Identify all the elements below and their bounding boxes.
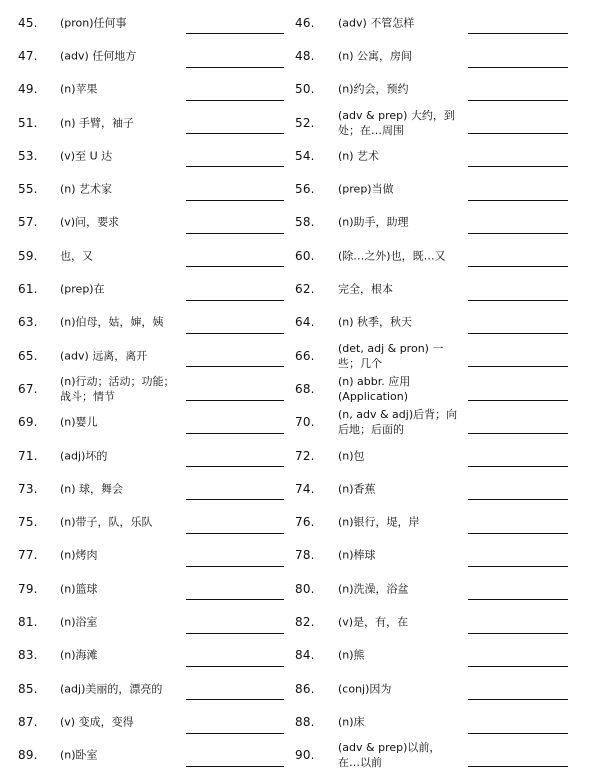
vocab-item [0, 505, 290, 538]
vocab-item [0, 406, 290, 439]
vocab-item [290, 73, 595, 106]
item-clue: (n) 球，舞会 [60, 482, 124, 496]
item-clue: (n)熊 [338, 648, 365, 662]
vocab-item [290, 672, 595, 705]
item-clue: (n)海滩 [60, 648, 98, 662]
worksheet-row [0, 539, 595, 572]
item-clue: (adj)坏的 [60, 449, 108, 462]
vocab-item [0, 306, 290, 339]
answer-blank[interactable] [186, 144, 284, 167]
answer-blank[interactable] [186, 11, 284, 34]
vocab-item [290, 139, 595, 172]
item-number: 88. [295, 714, 315, 729]
answer-blank[interactable] [468, 477, 568, 500]
item-number: 47. [18, 48, 38, 63]
item-clue: (n)助手，助理 [338, 215, 409, 229]
item-number: 75. [18, 515, 38, 530]
worksheet-row [0, 406, 595, 439]
item-number: 57. [18, 215, 38, 230]
item-clue: (n)包 [338, 449, 365, 462]
answer-blank[interactable] [186, 111, 284, 134]
worksheet-row [0, 439, 595, 472]
item-number: 48. [295, 48, 315, 63]
vocab-item [290, 239, 595, 272]
worksheet-row [0, 206, 595, 239]
answer-blank[interactable] [186, 211, 284, 234]
item-clue: (v) 变成，变得 [60, 715, 134, 729]
item-number: 69. [18, 415, 38, 430]
item-number: 80. [295, 581, 315, 596]
item-clue: (n)棒球 [338, 548, 376, 562]
item-number: 85. [18, 681, 38, 696]
vocab-item [290, 605, 595, 638]
item-clue: (n, adv & adj)后背；向后地；后面的 [338, 408, 458, 437]
item-number: 74. [295, 481, 315, 496]
item-clue: (n)床 [338, 715, 365, 729]
item-number: 53. [18, 148, 38, 163]
vocab-item [0, 472, 290, 505]
vocab-item [290, 106, 595, 139]
vocab-item [290, 439, 595, 472]
answer-blank[interactable] [186, 278, 284, 301]
item-number: 78. [295, 548, 315, 563]
answer-blank[interactable] [186, 511, 284, 534]
worksheet-row [0, 272, 595, 305]
item-number: 55. [18, 182, 38, 197]
item-clue: (n) 秋季，秋天 [338, 315, 413, 329]
answer-blank[interactable] [468, 644, 568, 667]
vocab-item [290, 206, 595, 239]
item-clue: (除…之外)也，既…又 [338, 249, 446, 263]
item-number: 82. [295, 614, 315, 629]
item-number: 68. [295, 381, 315, 396]
answer-blank[interactable] [186, 544, 284, 567]
item-clue: (n)伯母，姑，婶，姨 [60, 315, 164, 329]
item-clue: (n)洗澡，浴盆 [338, 582, 409, 596]
vocab-item [290, 6, 595, 39]
vocab-item [0, 172, 290, 205]
item-clue: (adv) 远离，离开 [60, 349, 148, 363]
vocab-item [290, 505, 595, 538]
item-clue: (v)是，有，在 [338, 615, 409, 629]
item-number: 77. [18, 548, 38, 563]
answer-blank[interactable] [468, 144, 568, 167]
answer-blank[interactable] [468, 378, 568, 401]
vocab-item [0, 739, 290, 772]
worksheet-row [0, 472, 595, 505]
item-number: 83. [18, 648, 38, 663]
answer-blank[interactable] [468, 244, 568, 267]
worksheet-row [0, 372, 595, 405]
item-number: 86. [295, 681, 315, 696]
item-clue: (n)浴室 [60, 615, 98, 629]
answer-blank[interactable] [468, 45, 568, 68]
item-clue: (adv & prep)以前，在…以前 [338, 741, 441, 770]
answer-blank[interactable] [186, 611, 284, 634]
item-clue: (n) 公寓，房间 [338, 49, 413, 63]
vocab-item [0, 206, 290, 239]
worksheet-row [0, 172, 595, 205]
worksheet-row [0, 339, 595, 372]
item-clue: (conj)因为 [338, 682, 392, 696]
answer-blank[interactable] [468, 78, 568, 101]
item-number: 46. [295, 15, 315, 30]
answer-blank[interactable] [186, 577, 284, 600]
vocab-item [0, 372, 290, 405]
item-clue: (prep)在 [60, 282, 105, 296]
item-clue: (adj)美丽的，漂亮的 [60, 682, 163, 696]
answer-blank[interactable] [186, 444, 284, 467]
item-clue: (n)卧室 [60, 748, 98, 762]
vocab-item [290, 172, 595, 205]
answer-blank[interactable] [468, 411, 568, 434]
item-number: 60. [295, 248, 315, 263]
vocab-item [0, 239, 290, 272]
item-number: 64. [295, 315, 315, 330]
item-number: 54. [295, 148, 315, 163]
item-number: 71. [18, 448, 38, 463]
vocab-item [0, 672, 290, 705]
answer-blank[interactable] [468, 744, 568, 767]
item-clue: (adv) 不管怎样 [338, 16, 415, 30]
vocabulary-worksheet [0, 6, 595, 772]
vocab-item [0, 39, 290, 72]
worksheet-row [0, 306, 595, 339]
vocab-item [0, 339, 290, 372]
item-clue: (adv & prep) 大约，到处；在…周围 [338, 108, 455, 137]
answer-blank[interactable] [186, 178, 284, 201]
item-number: 63. [18, 315, 38, 330]
item-number: 50. [295, 82, 315, 97]
answer-blank[interactable] [186, 711, 284, 734]
item-clue: (n)篮球 [60, 582, 98, 596]
answer-blank[interactable] [468, 278, 568, 301]
worksheet-row [0, 6, 595, 39]
item-number: 61. [18, 282, 38, 297]
item-number: 72. [295, 448, 315, 463]
item-clue: (n)约会，预约 [338, 82, 409, 96]
item-number: 52. [295, 115, 315, 130]
item-number: 70. [295, 415, 315, 430]
item-clue: (n) 艺术家 [60, 182, 113, 196]
answer-blank[interactable] [186, 244, 284, 267]
vocab-item [290, 406, 595, 439]
item-clue: (n)烤肉 [60, 548, 98, 562]
worksheet-row [0, 639, 595, 672]
vocab-item [290, 705, 595, 738]
vocab-item [290, 272, 595, 305]
answer-blank[interactable] [468, 211, 568, 234]
item-clue: (n)银行，堤，岸 [338, 515, 420, 529]
item-clue: (n)带子，队，乐队 [60, 515, 153, 529]
vocab-item [0, 73, 290, 106]
worksheet-row [0, 505, 595, 538]
item-number: 59. [18, 248, 38, 263]
item-number: 87. [18, 714, 38, 729]
item-number: 81. [18, 614, 38, 629]
answer-blank[interactable] [468, 178, 568, 201]
answer-blank[interactable] [186, 78, 284, 101]
item-number: 62. [295, 282, 315, 297]
item-number: 76. [295, 515, 315, 530]
answer-blank[interactable] [468, 711, 568, 734]
answer-blank[interactable] [186, 744, 284, 767]
worksheet-row [0, 705, 595, 738]
vocab-item [0, 639, 290, 672]
answer-blank[interactable] [468, 344, 568, 367]
vocab-item [290, 39, 595, 72]
vocab-item [290, 639, 595, 672]
vocab-item [0, 272, 290, 305]
answer-blank[interactable] [186, 411, 284, 434]
item-number: 58. [295, 215, 315, 230]
item-number: 56. [295, 182, 315, 197]
vocab-item [0, 539, 290, 572]
answer-blank[interactable] [186, 378, 284, 401]
worksheet-row [0, 572, 595, 605]
item-number: 45. [18, 15, 38, 30]
item-clue: (prep)当做 [338, 182, 394, 196]
answer-blank[interactable] [468, 444, 568, 467]
vocab-item [290, 572, 595, 605]
item-number: 84. [295, 648, 315, 663]
vocab-item [290, 372, 595, 405]
vocab-item [290, 339, 595, 372]
worksheet-row [0, 139, 595, 172]
vocab-item [0, 605, 290, 638]
vocab-item [290, 306, 595, 339]
answer-blank[interactable] [468, 544, 568, 567]
answer-blank[interactable] [186, 477, 284, 500]
worksheet-row [0, 605, 595, 638]
answer-blank[interactable] [468, 611, 568, 634]
item-number: 49. [18, 82, 38, 97]
item-clue: (n)苹果 [60, 82, 98, 96]
worksheet-row [0, 239, 595, 272]
item-number: 51. [18, 115, 38, 130]
vocab-item [290, 472, 595, 505]
answer-blank[interactable] [468, 111, 568, 134]
item-clue: (adv) 任何地方 [60, 49, 137, 63]
answer-blank[interactable] [468, 511, 568, 534]
item-number: 73. [18, 481, 38, 496]
item-number: 65. [18, 348, 38, 363]
answer-blank[interactable] [186, 45, 284, 68]
item-clue: (v)问，要求 [60, 215, 120, 229]
worksheet-row [0, 106, 595, 139]
item-clue: (pron)任何事 [60, 16, 127, 30]
item-clue: (n) 艺术 [338, 149, 380, 163]
vocab-item [0, 705, 290, 738]
answer-blank[interactable] [468, 11, 568, 34]
vocab-item [0, 139, 290, 172]
worksheet-row [0, 39, 595, 72]
vocab-item [0, 572, 290, 605]
answer-blank[interactable] [186, 677, 284, 700]
vocab-item [0, 6, 290, 39]
item-number: 90. [295, 748, 315, 763]
vocab-item [0, 106, 290, 139]
answer-blank[interactable] [468, 577, 568, 600]
answer-blank[interactable] [468, 677, 568, 700]
item-clue: (n) 手臂，袖子 [60, 116, 135, 130]
item-number: 66. [295, 348, 315, 363]
item-clue: (n)香蕉 [338, 482, 376, 496]
answer-blank[interactable] [186, 344, 284, 367]
item-clue: (n)婴儿 [60, 415, 98, 429]
item-clue: 完全，根本 [338, 282, 393, 296]
vocab-item [0, 439, 290, 472]
answer-blank[interactable] [468, 311, 568, 334]
item-clue: (n) abbr. 应用(Application) [338, 374, 411, 403]
item-number: 79. [18, 581, 38, 596]
item-clue: (det, adj & pron) 一些；几个 [338, 341, 444, 370]
item-clue: (n)行动；活动；功能；战斗；情节 [60, 374, 175, 403]
worksheet-row [0, 73, 595, 106]
vocab-item [290, 539, 595, 572]
item-clue: (v)至 U 达 [60, 149, 113, 163]
item-clue: 也，又 [60, 249, 93, 263]
item-number: 89. [18, 748, 38, 763]
vocab-item [290, 739, 595, 772]
answer-blank[interactable] [186, 311, 284, 334]
answer-blank[interactable] [186, 644, 284, 667]
worksheet-row [0, 672, 595, 705]
item-number: 67. [18, 381, 38, 396]
worksheet-row [0, 739, 595, 772]
